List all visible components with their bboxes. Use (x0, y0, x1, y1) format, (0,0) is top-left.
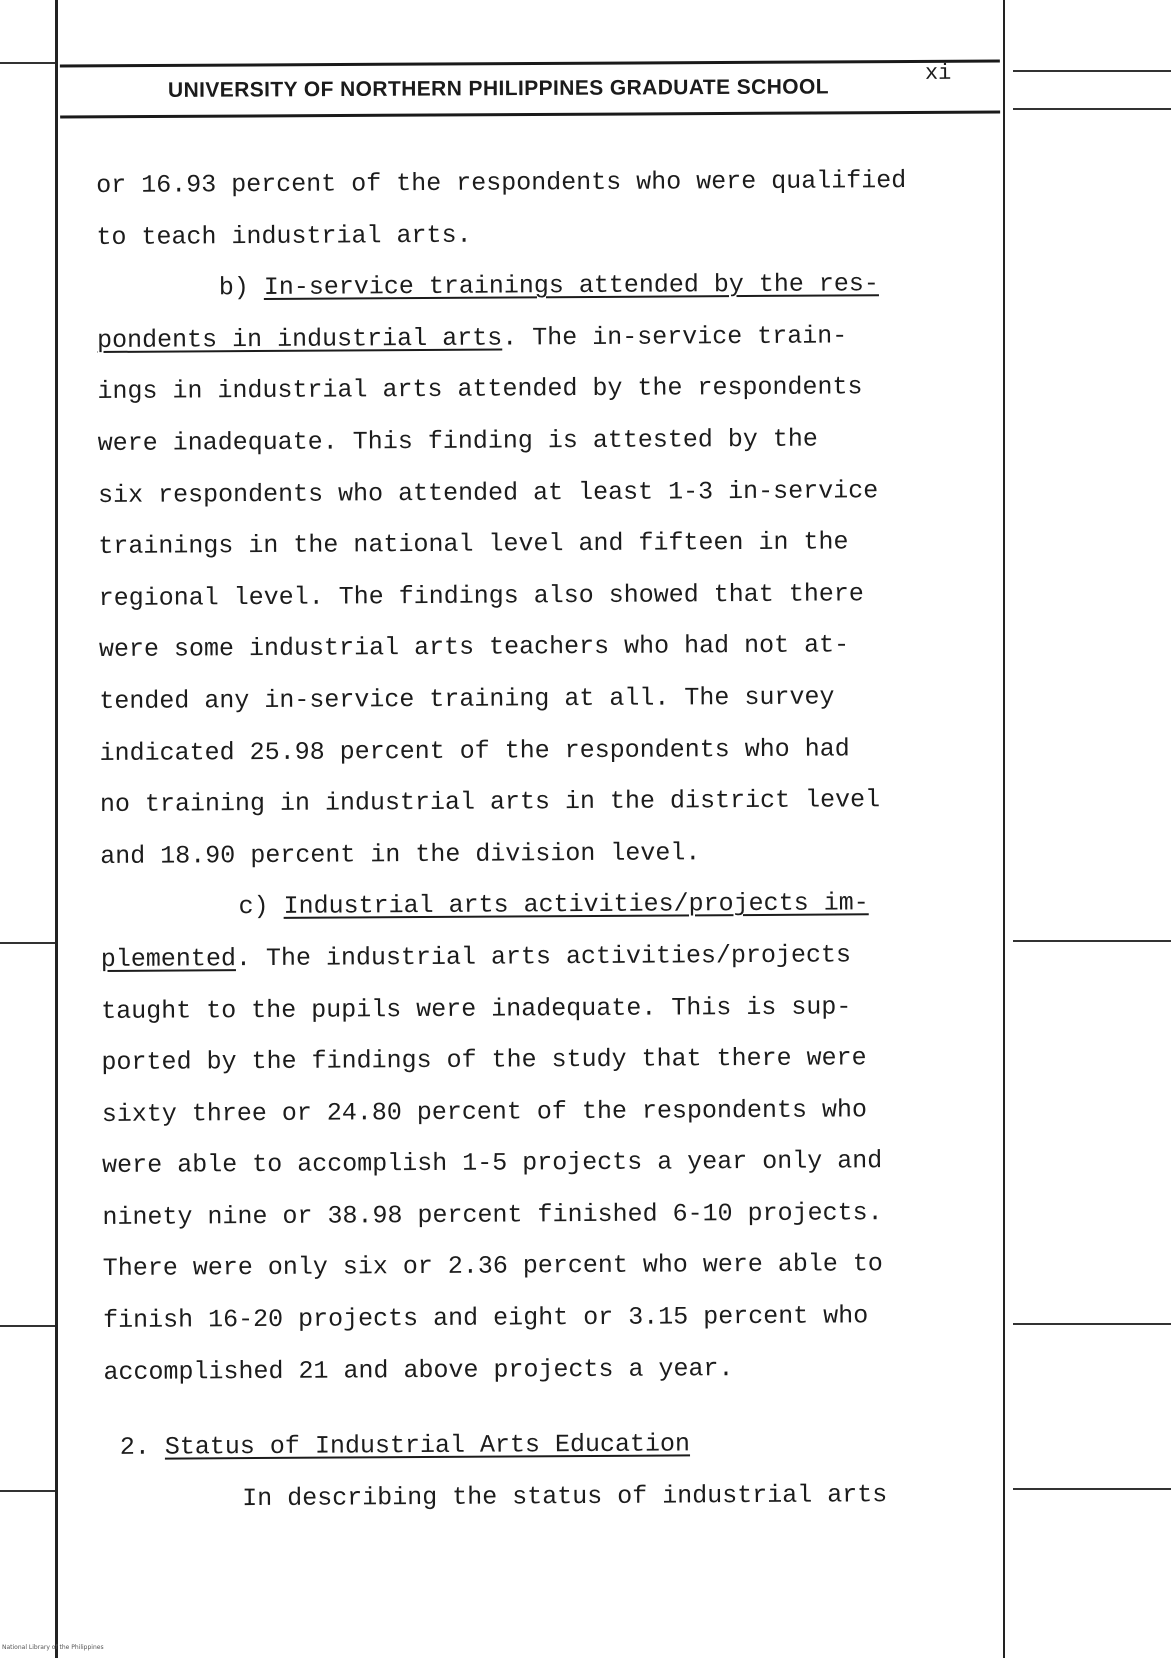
underlined-heading: In-service trainings attended by the res- (263, 269, 879, 303)
text-line: were some industrial arts teachers who had not at- (98, 630, 850, 665)
text-line: and 18.90 percent in the division level. (100, 838, 701, 871)
header-title: UNIVERSITY OF NORTHERN PHILIPPINES GRADUATE SCHOOL (167, 75, 830, 102)
scan-edge-mark (1013, 70, 1171, 72)
left-margin-line (55, 0, 58, 1658)
page-number: xi (924, 60, 952, 86)
text-line: finish 16-20 projects and eight or 3.15 percent who (103, 1301, 869, 1336)
text-line: no training in industrial arts in the district level (99, 785, 881, 820)
text-line: trainings in the national level and fifteen in the (98, 527, 849, 562)
text-line: taught to the pupils were inadequate. This is sup- (101, 991, 852, 1026)
text-line-subheading-c (100, 877, 990, 934)
page-header (60, 60, 1000, 119)
scan-edge-mark (0, 62, 55, 64)
text-line-indented (104, 1468, 994, 1525)
text-line: or 16.93 percent of the respondents who were qualified (96, 166, 907, 200)
section-heading (104, 1417, 994, 1474)
right-margin-line (1003, 0, 1005, 1658)
text-line: six respondents who attended at least 1-3 in-service (97, 475, 879, 510)
text-line: to teach industrial arts. (96, 220, 472, 252)
text-line: sixty three or 24.80 percent of the respondents who (101, 1094, 868, 1129)
scan-edge-mark (0, 1325, 55, 1327)
text-line: were able to accomplish 1-5 projects a year only and (102, 1146, 883, 1181)
text-line: pondents in industrial arts. The in-service train- (97, 321, 848, 355)
text-line: There were only six or 2.36 percent who were able to (102, 1249, 883, 1284)
text-line: indicated 25.98 percent of the respondents who had (99, 733, 850, 768)
scan-footer-note: National Library of the Philippines (2, 1644, 104, 1651)
underlined-heading: Status of Industrial Arts Education (164, 1429, 691, 1462)
underlined-heading: Industrial arts activities/projects im- (283, 888, 869, 922)
scan-edge-mark (0, 942, 55, 944)
scan-edge-mark (1013, 1323, 1171, 1325)
text-line: were inadequate. This finding is attested by the (97, 424, 818, 458)
scan-edge-mark (1013, 108, 1171, 110)
text-line: regional level. The findings also showed that there (98, 579, 864, 613)
text-line: ninety nine or 38.98 percent finished 6-10 projects. (102, 1198, 883, 1232)
text-line: 2. Status of Industrial Arts Education (119, 1429, 691, 1463)
scan-edge-mark (1013, 940, 1171, 942)
body-text (96, 155, 994, 1526)
text-line: ings in industrial arts attended by the respondents (97, 372, 863, 407)
text-line: tended any in-service training at all. The survey (99, 682, 835, 716)
text-line: plemented. The industrial arts activities/projects (100, 940, 852, 974)
text-line: accomplished 21 and above projects a year. (103, 1353, 734, 1387)
text-line: c) Industrial arts activities/projects im- (238, 888, 869, 922)
text-line: ported by the findings of the study that there were (101, 1043, 867, 1078)
text-line: b) In-service trainings attended by the res- (218, 269, 879, 303)
scan-edge-mark (1013, 1488, 1171, 1490)
underlined-heading: pondents in industrial arts (97, 323, 503, 355)
scan-edge-mark (0, 1490, 55, 1492)
text-line-subheading-b (97, 258, 987, 315)
underlined-heading: plemented (100, 944, 237, 974)
text-line: In describing the status of industrial arts (242, 1480, 888, 1513)
